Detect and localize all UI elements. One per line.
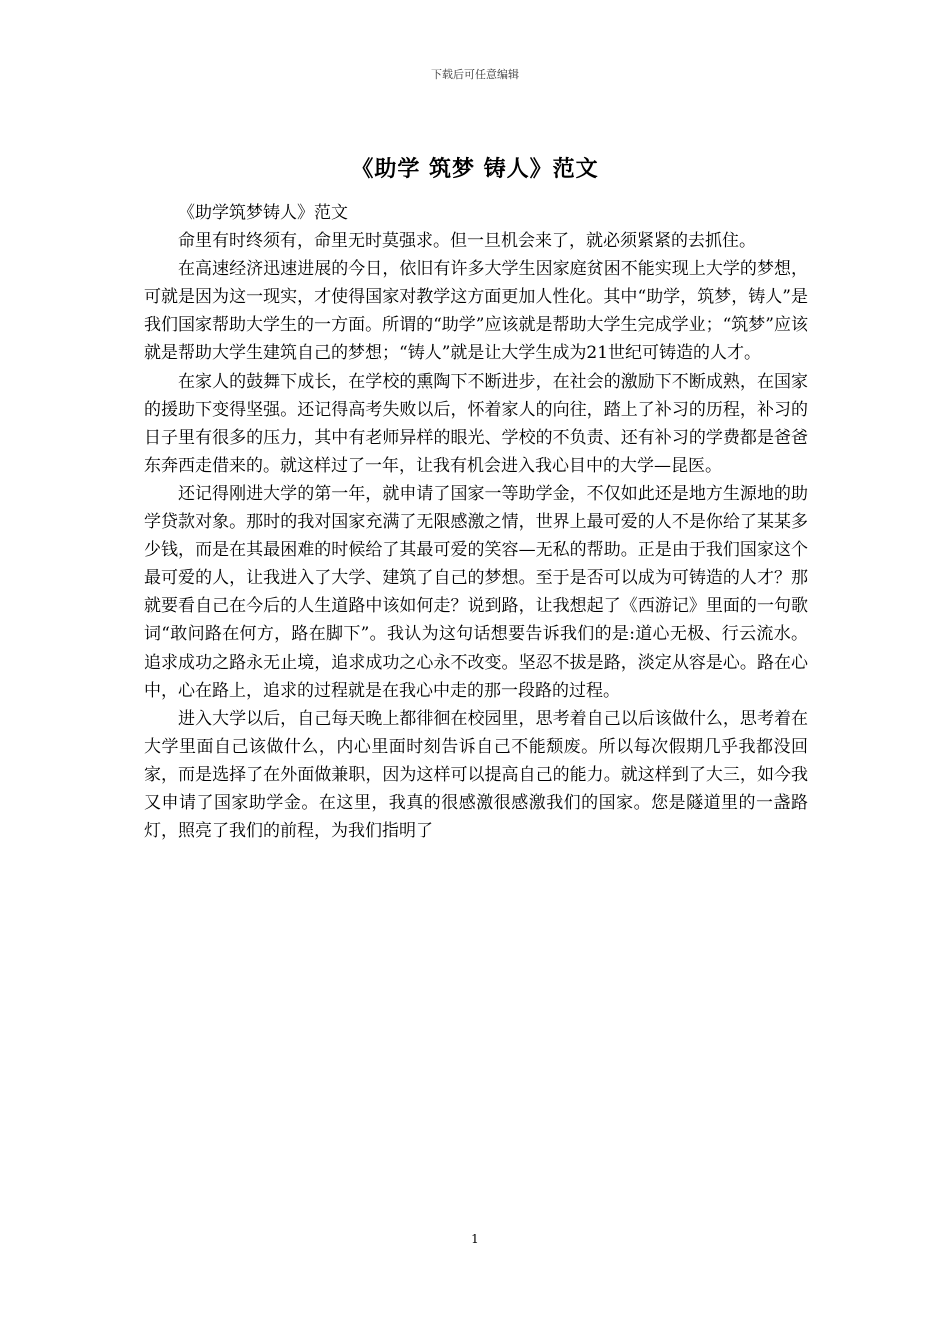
document-body [144, 199, 808, 845]
paragraph: 《助学筑梦铸人》范文 [178, 203, 348, 223]
document-title: 《助学 筑梦 铸人》范文 [351, 156, 599, 182]
paragraph: 进入大学以后，自己每天晚上都徘徊在校园里，思考着自己以后该做什么，思考着在大学里面自己该做什么，内心里面时刻告诉自己不能颓废。所以每次假期几乎我都没回家，而是选择了在外面做兼职，因为这样可以提高自己的能力。就这样到了大三，如今我又申请了国家助学金。在这里，我真的很感激很感激我们的国家。您是隧道里的一盏路灯，照亮了我们的前程，为我们指明了 [144, 708, 808, 842]
paragraph: 还记得刚进大学的第一年，就申请了国家一等助学金，不仅如此还是地方生源地的助学贷款对象。那时的我对国家充满了无限感激之情，世界上最可爱的人不是你给了某某多少钱，而是在其最困难的时候给了其最可爱的笑容—无私的帮助。正是由于我们国家这个最可爱的人，让我进入了大学、建筑了自己的梦想。至于是否可以成为可铸造的人才？那就要看自己在今后的人生道路中该如何走？说到路，让我想起了《西游记》里面的一句歌词“敢问路在何方，路在脚下”。我认为这句话想要告诉我们的是:道心无极、行云流水。追求成功之路永无止境，追求成功之心永不改变。坚忍不拔是路，淡定从容是心。路在心中，心在路上，追求的过程就是在我心中走的那一段路的过程。 [144, 483, 808, 701]
page-number: 1 [471, 1232, 479, 1246]
paragraph: 在高速经济迅速进展的今日，依旧有许多大学生因家庭贫困不能实现上大学的梦想，可就是因为这一现实，才使得国家对教学这方面更加人性化。其中“助学，筑梦，铸人”是我们国家帮助大学生的一方面。所谓的“助学”应该就是帮助大学生完成学业；“筑梦”应该就是帮助大学生建筑自己的梦想；“铸人”就是让大学生成为21世纪可铸造的人才。 [144, 259, 808, 364]
header-note: 下载后可任意编辑 [431, 68, 519, 81]
paragraph: 命里有时终须有，命里无时莫强求。但一旦机会来了，就必须紧紧的去抓住。 [178, 231, 756, 252]
paragraph: 在家人的鼓舞下成长，在学校的熏陶下不断进步，在社会的激励下不断成熟，在国家的援助下变得坚强。还记得高考失败以后，怀着家人的向往，踏上了补习的历程，补习的日子里有很多的压力，其中有老师异样的眼光、学校的不负责、还有补习的学费都是爸爸东奔西走借来的。就这样过了一年，让我有机会进入我心目中的大学—昆医。 [144, 371, 808, 476]
